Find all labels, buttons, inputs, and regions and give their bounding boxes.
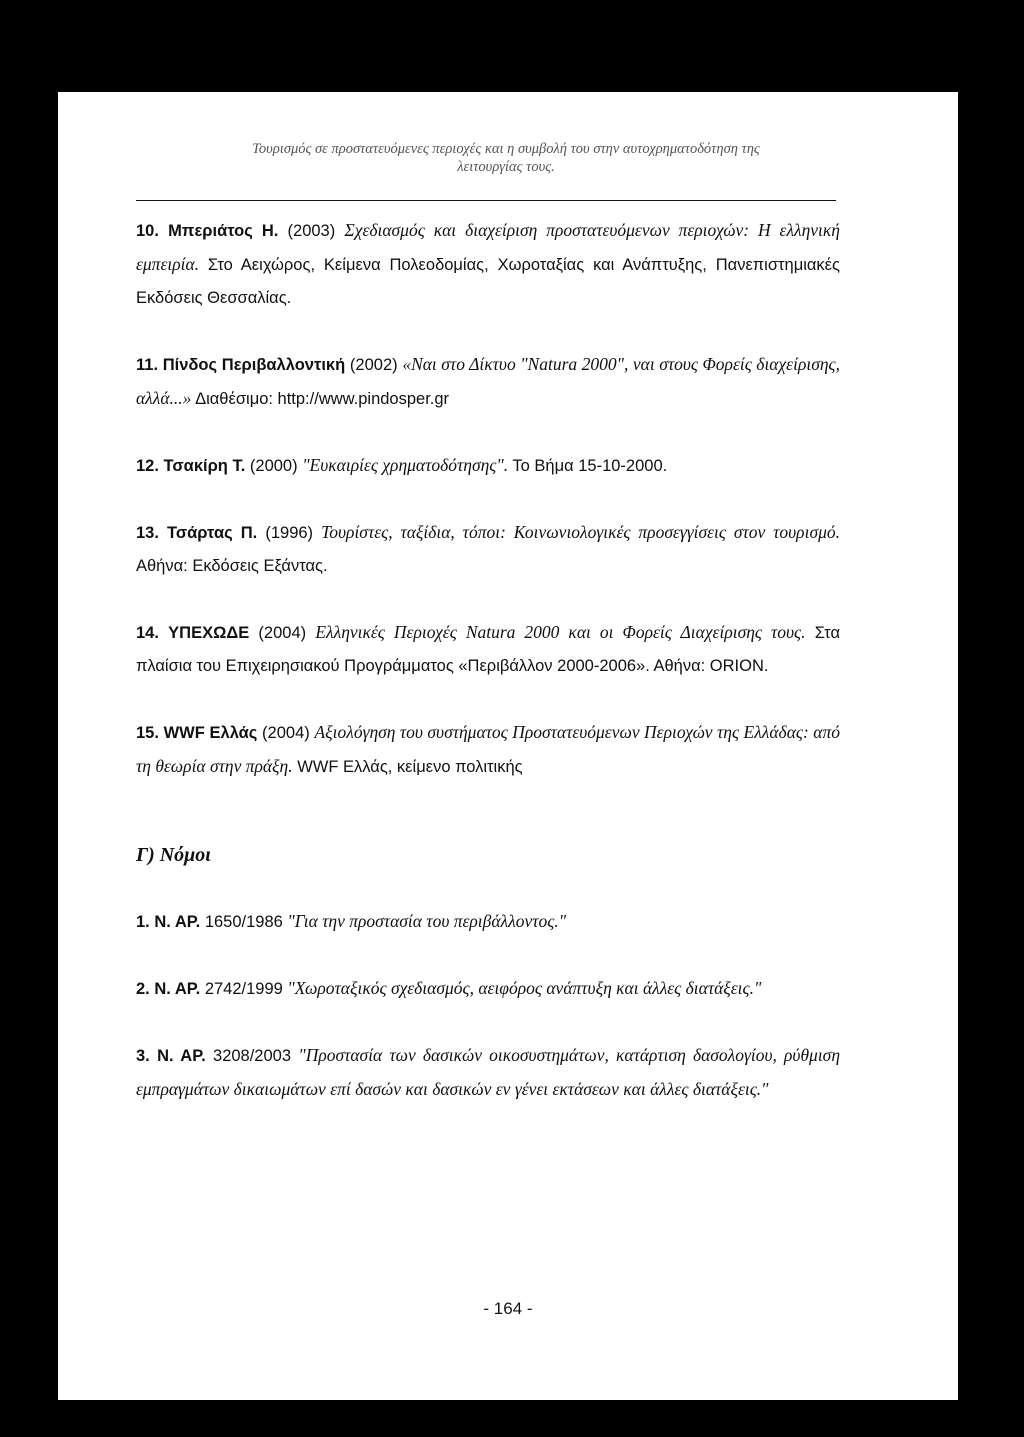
reference-details: Διαθέσιμο: http://www.pindosper.gr [191,390,450,408]
law-2 [136,972,840,1006]
reference-details: Στο Αειχώρος, Κείμενα Πολεοδομίας, Χωροταξίας και Ανάπτυξης, Πανεπιστημιακές Εκδόσεις Θεσσαλίας. [136,256,840,307]
reference-title: Τουρίστες, ταξίδια, τόποι: Κοινωνιολογικές προσεγγίσεις στον τουρισμό. [321,522,840,542]
law-1 [136,905,840,939]
page-number: - 164 - [483,1299,533,1318]
reference-title: «Ναι στο Δίκτυο "Natura 2000", ναι στους Φορείς διαχείρισης, αλλά...» [136,354,840,408]
reference-author: Πίνδος Περιβαλλοντική [162,356,346,374]
reference-author: Τσάρτας Π. [167,524,258,542]
law-title: "Για την προστασία του περιβάλλοντος." [287,911,567,931]
running-header-line-1: Τουρισμός σε προστατευόμενες περιοχές και η συμβολή του στην αυτοχρηματοδότηση της [252,141,760,157]
reference-details: Αθήνα: Εκδόσεις Εξάντας. [136,557,328,575]
reference-year: (2004) [257,724,315,742]
reference-number: 13. [136,524,159,542]
reference-number: 11. [136,356,159,374]
law-number: 1. [136,913,150,931]
law-ref: Ν. ΑΡ. [154,913,201,931]
reference-year: (2003) [278,222,345,240]
law-code: 3208/2003 [205,1047,299,1065]
reference-author: Τσακίρη Τ. [163,457,246,475]
references-content [136,214,840,1107]
law-title: "Χωροταξικός σχεδιασμός, αειφόρος ανάπτυξη και άλλες διατάξεις." [287,978,762,998]
reference-11 [136,348,840,416]
reference-details: Το Βήμα 15-10-2000. [508,457,668,475]
document-page [58,92,958,1400]
header-divider [136,200,836,201]
running-header-line-2: λειτουργίας τους. [457,159,555,175]
reference-author: Μπεριάτος Η. [168,222,279,240]
reference-14 [136,616,840,683]
reference-year: (2002) [345,356,403,374]
reference-10 [136,214,840,315]
reference-year: (2004) [249,624,316,642]
reference-number: 14. [136,624,159,642]
reference-title: Ελληνικές Περιοχές Natura 2000 και οι Φορείς Διαχείρισης τους. [315,622,806,642]
reference-15 [136,716,840,784]
reference-12 [136,449,840,483]
reference-13 [136,516,840,583]
law-title: "Προστασία των δασικών οικοσυστημάτων, κατάρτιση δασολογίου, ρύθμιση εμπραγμάτων δικαιωμάτων επί δασών και δασικών εν γένει εκτάσεων και άλλες διατάξεις." [136,1045,840,1099]
law-number: 3. [136,1047,150,1065]
reference-details: WWF Ελλάς, κείμενο πολιτικής [292,758,523,776]
reference-number: 15. [136,724,159,742]
reference-year: (2000) [245,457,303,475]
reference-year: (1996) [257,524,322,542]
reference-number: 12. [136,457,159,475]
law-code: 1650/1986 [200,913,288,931]
law-number: 2. [136,980,150,998]
reference-details: Στα πλαίσια του Επιχειρησιακού Προγράμματος «Περιβάλλον 2000-2006». Αθήνα: ORION. [136,624,840,675]
running-header [136,140,876,176]
reference-author: WWF Ελλάς [163,724,258,742]
law-ref: Ν. ΑΡ. [154,980,201,998]
law-code: 2742/1999 [200,980,288,998]
reference-title: Σχεδιασμός και διαχείριση προστατευόμενων περιοχών: Η ελληνική εμπειρία. [136,220,840,274]
reference-author: ΥΠΕΧΩΔΕ [168,624,250,642]
law-ref: Ν. ΑΡ. [157,1047,206,1065]
reference-title: Αξιολόγηση του συστήματος Προστατευόμενων Περιοχών της Ελλάδας: από τη θεωρία στην πράξη. [136,722,840,776]
reference-number: 10. [136,222,159,240]
law-3 [136,1039,840,1107]
reference-title: "Ευκαιρίες χρηματοδότησης". [302,455,509,475]
laws-heading: Γ) Νόμοι [136,844,211,866]
